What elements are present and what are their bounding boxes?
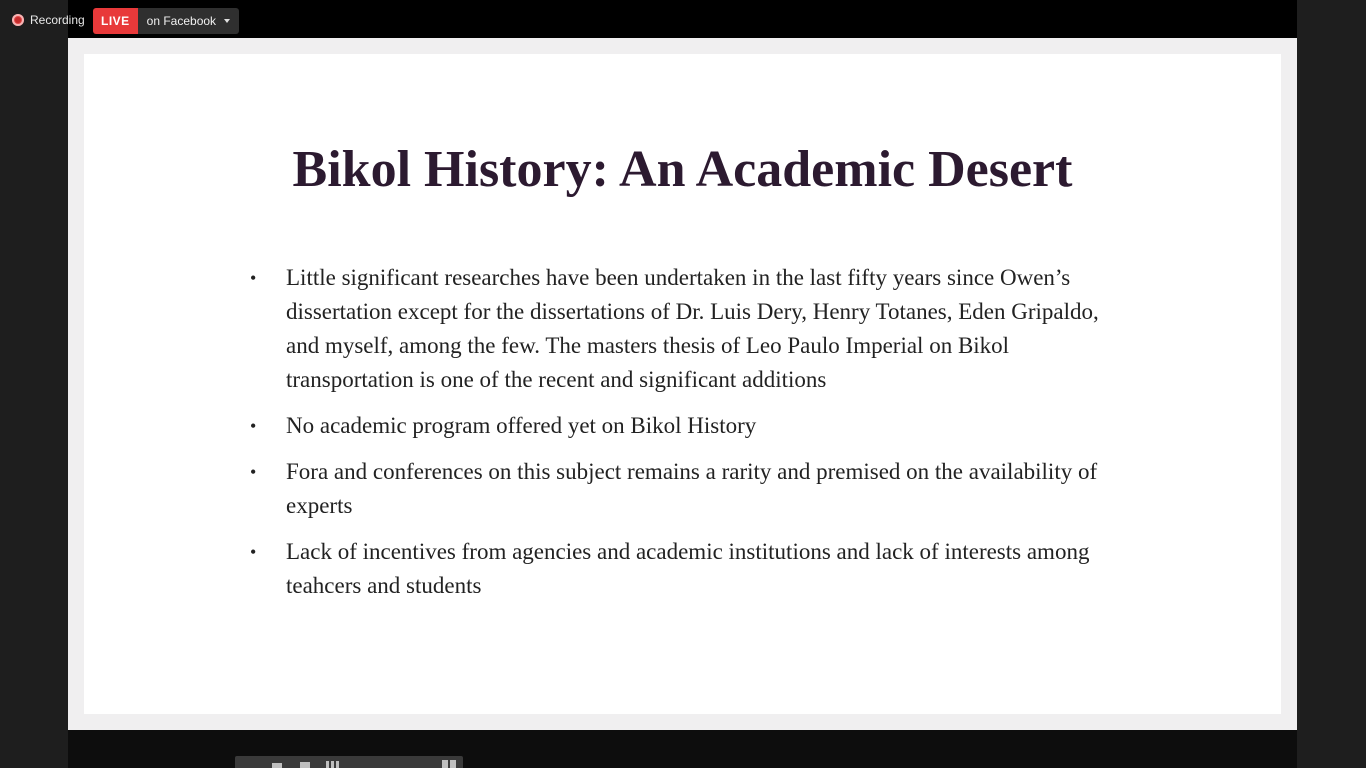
grid-icon[interactable] [326,761,340,768]
recording-label: Recording [30,13,85,27]
share-control-strip[interactable] [235,756,463,768]
text-icon[interactable] [300,762,310,768]
bullet-icon: • [250,462,257,482]
live-stream-control[interactable] [93,8,239,34]
slide-title: Bikol History: An Academic Desert [292,141,1073,198]
slide-bullet [250,409,1120,443]
live-destination-dropdown[interactable] [138,8,239,34]
slide-bullet-text: Lack of incentives from agencies and academic institutions and lack of interests among teahcers and students [286,539,1090,598]
bullet-icon: • [250,416,257,436]
left-gutter [0,0,68,768]
right-gutter [1297,0,1366,768]
slide-bullet [250,261,1120,397]
live-destination-label: on Facebook [146,14,217,28]
presentation-slide [84,54,1281,714]
pointer-icon[interactable] [272,763,282,768]
recording-indicator[interactable] [12,10,85,30]
top-bar [68,0,1297,38]
slide-bullet-text: Fora and conferences on this subject remains a rarity and premised on the availability of experts [286,459,1098,518]
record-icon [12,14,24,26]
bullet-icon: • [250,268,257,288]
bullet-icon: • [250,542,257,562]
slide-bullet-text: No academic program offered yet on Bikol History [286,413,757,438]
layout-icon[interactable] [442,760,456,768]
slide-bullet [250,535,1120,603]
slide-bullet-list [250,261,1120,615]
slide-bullet [250,455,1120,523]
chevron-down-icon [224,19,230,23]
slide-bullet-text: Little significant researches have been undertaken in the last fifty years since Owen’s dissertation except for the dissertations of Dr. Luis Dery, Henry Totanes, Eden Gripaldo, and myself, among the few. The masters thesis of Leo Paulo Imperial on Bikol transportation is one of the recent and significant additions [286,265,1099,392]
live-badge: LIVE [93,8,138,34]
